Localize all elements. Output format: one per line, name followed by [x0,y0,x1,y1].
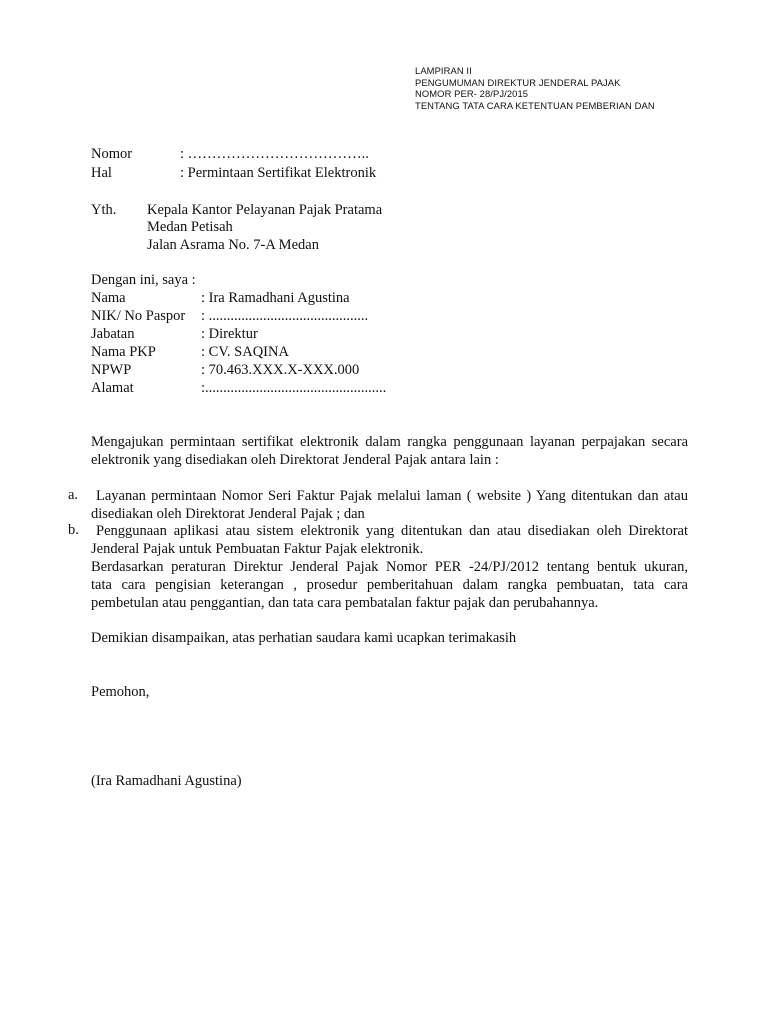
item-a-line-1: Layanan permintaan Nomor Seri Faktur Pajak melalui laman ( website ) Yang ditentukan dan atau [96,488,688,504]
item-b-line-3: Berdasarkan peraturan Direktur Jenderal Pajak Nomor PER -24/PJ/2012 tentang bentuk ukuran, [91,559,688,575]
item-a-text [91,487,688,523]
nomor-value: : ……………………………….. [180,146,369,162]
field-label-nama: Nama [91,290,126,306]
header-line-3: NOMOR PER- 28/PJ/2015 [415,88,529,100]
item-a-line-2: disediakan oleh Direktorat Jenderal Pajak ; dan [91,506,365,522]
hal-value: : Permintaan Sertifikat Elektronik [180,165,377,181]
request-paragraph [91,433,688,469]
field-value-jabatan: : Direktur [201,326,258,342]
field-label-npwp: NPWP [91,362,132,378]
signatory-name: (Ira Ramadhani Agustina) [91,773,242,789]
header-line-4: TENTANG TATA CARA KETENTUAN PEMBERIAN DAN [415,99,655,111]
recipient-line-2: Medan Petisah [147,219,233,235]
item-b-line-2: Jenderal Pajak untuk Pembuatan Faktur Pajak elektronik. [91,541,424,557]
nomor-label: Nomor [91,146,133,162]
field-value-npwp: : 70.463.XXX.X-XXX.000 [201,362,360,378]
hal-label: Hal [91,165,112,181]
recipient-line-1: Kepala Kantor Pelayanan Pajak Pratama [147,202,383,218]
header-line-2: PENGUMUMAN DIREKTUR JENDERAL PAJAK [415,76,621,88]
field-label-jabatan: Jabatan [91,326,135,342]
field-value-nik: : ............................................ [201,308,369,324]
closing-sentence: Demikian disampaikan, atas perhatian saudara kami ucapkan terimakasih [91,630,517,646]
identity-intro: Dengan ini, saya : [91,272,196,288]
request-paragraph-line-2: elektronik yang disediakan oleh Direktorat Jenderal Pajak antara lain : [91,452,499,468]
item-a-marker: a. [68,487,79,503]
attachment-header [415,65,655,111]
header-line-1: LAMPIRAN II [415,65,472,76]
item-b-marker: b. [68,522,79,538]
item-b-line-5: pembetulan atau penggantian, dan tata cara pembatalan faktur pajak dan perubahannya. [91,595,599,611]
recipient-line-3: Jalan Asrama No. 7-A Medan [147,237,319,253]
request-paragraph-line-1: Mengajukan permintaan sertifikat elektronik dalam rangka penggunaan layanan perpajakan secara [91,434,688,450]
field-value-nama: : Ira Ramadhani Agustina [201,290,350,306]
signature-label: Pemohon, [91,684,150,700]
field-value-alamat: :.................................................. [201,380,387,396]
field-label-alamat: Alamat [91,380,134,396]
item-b-text [91,522,688,612]
item-b-line-4: tata cara pengisian keterangan , prosedur pemberitahuan dalam rangka pembuatan, tata cara [91,577,688,593]
field-label-nik: NIK/ No Paspor [91,308,186,324]
field-label-nama-pkp: Nama PKP [91,344,156,360]
recipient-label: Yth. [91,202,117,218]
field-value-nama-pkp: : CV. SAQINA [201,344,289,360]
item-b-line-1: Penggunaan aplikasi atau sistem elektronik yang ditentukan dan atau disediakan oleh Direktorat [96,523,688,539]
